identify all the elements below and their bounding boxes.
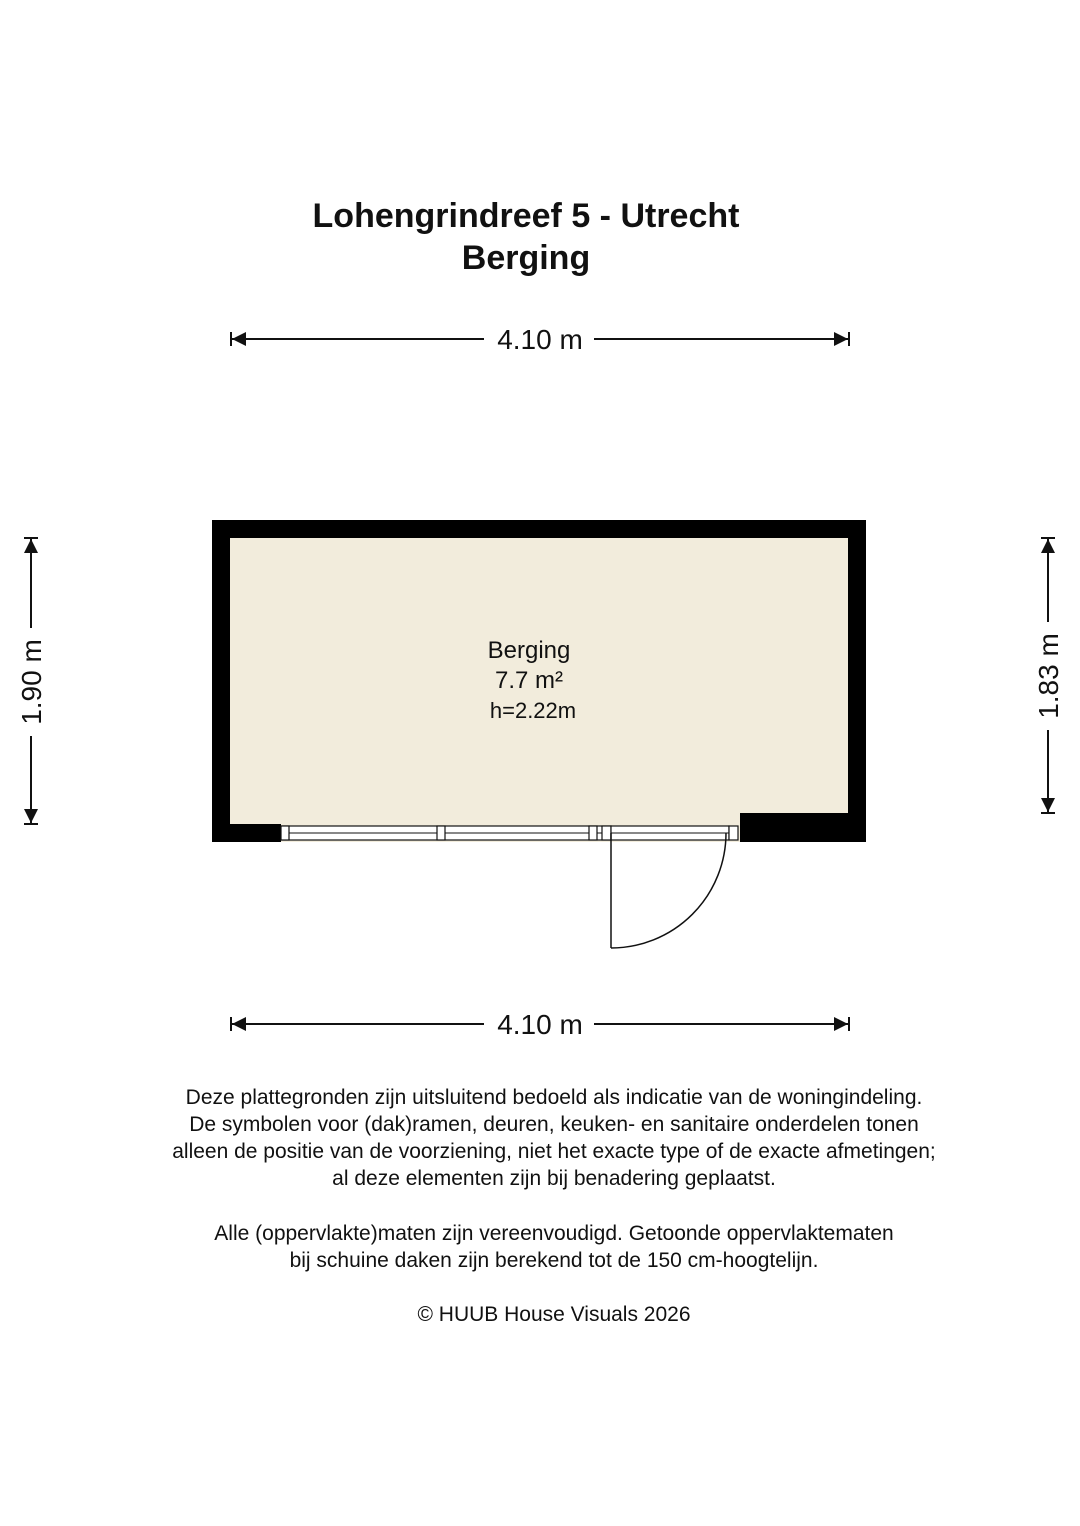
dimension-right-label: 1.83 m	[1033, 633, 1064, 719]
dimension-right	[1033, 538, 1064, 813]
dimension-bottom-label: 4.10 m	[497, 1009, 583, 1040]
disclaimer-line: De symbolen voor (dak)ramen, deuren, keuken- en sanitaire onderdelen tonen	[189, 1113, 919, 1136]
disclaimer-line: al deze elementen zijn bij benadering geplaatst.	[332, 1167, 776, 1190]
dimension-left	[16, 538, 47, 824]
door-swing-arc	[611, 833, 726, 948]
disclaimer-block-2	[0, 1220, 1080, 1274]
window	[281, 826, 611, 840]
disclaimer-line: Deze plattegronden zijn uitsluitend bedoeld als indicatie van de woningindeling.	[185, 1086, 923, 1109]
dimension-bottom	[231, 1009, 849, 1040]
dimension-top-label: 4.10 m	[497, 324, 583, 355]
page-subtitle: Berging	[461, 239, 591, 277]
door	[611, 826, 738, 948]
room-name: Berging	[487, 637, 571, 664]
dimension-top	[231, 324, 849, 355]
room-area: 7.7 m²	[494, 667, 564, 694]
disclaimer-line: alleen de positie van de voorziening, niet het exacte type of de exacte afmetingen;	[172, 1140, 936, 1163]
copyright: © HUUB House Visuals 2026	[417, 1303, 691, 1326]
room-height: h=2.22m	[489, 698, 577, 723]
disclaimer-block-1	[0, 1084, 1080, 1192]
disclaimer-line: Alle (oppervlakte)maten zijn vereenvoudigd. Getoonde oppervlaktematen	[214, 1222, 894, 1245]
disclaimer-line: bij schuine daken zijn berekend tot de 150 cm-hoogtelijn.	[289, 1249, 819, 1272]
dimension-left-label: 1.90 m	[16, 639, 47, 725]
page-title: Lohengrindreef 5 - Utrecht	[312, 197, 740, 235]
